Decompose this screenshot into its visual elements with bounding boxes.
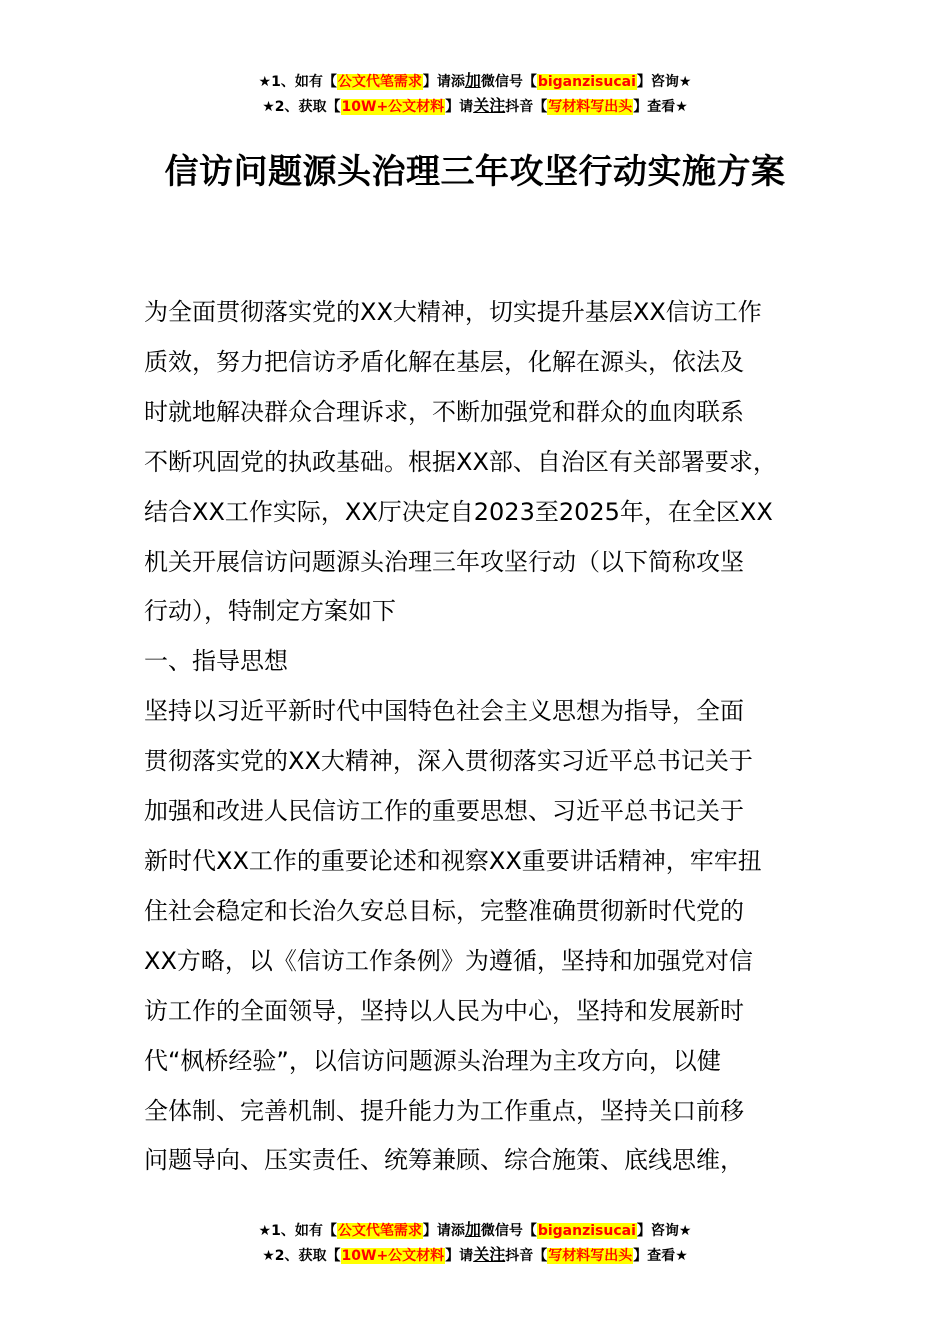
promo-highlight-service: 公文代笔需求: [337, 1223, 422, 1239]
body-line: 加强和改进人民信访工作的重要思想、习近平总书记关于: [144, 797, 744, 826]
promo-text: ★1、如有【: [258, 74, 337, 90]
document-body: [144, 288, 834, 1186]
promo-text: 抖音【: [505, 99, 548, 115]
body-line: 不断巩固党的执政基础。根据XX部、自治区有关部署要求，: [144, 447, 777, 476]
promo-line-2: [0, 94, 950, 119]
promo-text: ★2、获取【: [262, 99, 341, 115]
promo-emphasis: 关注: [473, 96, 506, 115]
promo-emphasis: 加: [464, 1220, 481, 1239]
promo-text: 】请添: [422, 74, 465, 90]
promo-text: 】请: [445, 99, 474, 115]
body-line: 坚持以习近平新时代中国特色社会主义思想为指导，全面: [144, 697, 744, 726]
promo-text: 】咨询★: [636, 1223, 692, 1239]
promo-highlight-douyin-account: 写材料写出头: [548, 99, 633, 115]
promo-highlight-douyin-account: 写材料写出头: [548, 1248, 633, 1264]
body-line: XX方略，以《信访工作条例》为遵循，坚持和加强党对信: [144, 946, 753, 975]
promo-line-2: [0, 1243, 950, 1268]
promo-line-1: [0, 69, 950, 94]
promo-line-1: [0, 1218, 950, 1243]
body-line: 行动），特制定方案如下: [144, 597, 396, 626]
document-title: 信访问题源头治理三年攻坚行动实施方案: [164, 152, 786, 192]
promo-highlight-wechat-id: biganzisucai: [537, 1223, 636, 1239]
body-line: 贯彻落实党的XX大精神，深入贯彻落实习近平总书记关于: [144, 747, 753, 776]
body-line: 新时代XX工作的重要论述和视察XX重要讲话精神，牢牢扭: [144, 846, 762, 875]
body-line: 问题导向、压实责任、统筹兼顾、综合施策、底线思维，: [144, 1146, 744, 1175]
body-line: 代“枫桥经验”，以信访问题源头治理为主攻方向，以健: [144, 1046, 721, 1075]
body-line: 全体制、完善机制、提升能力为工作重点，坚持关口前移: [144, 1096, 744, 1125]
body-line: 为全面贯彻落实党的XX大精神，切实提升基层XX信访工作: [144, 298, 762, 326]
promo-highlight-materials: 10W+公文材料: [341, 1248, 445, 1264]
promo-highlight-materials: 10W+公文材料: [341, 99, 445, 115]
promo-emphasis: 关注: [473, 1245, 506, 1264]
body-line: 时就地解决群众合理诉求，不断加强党和群众的血肉联系: [144, 397, 744, 426]
promo-footer: [0, 1218, 950, 1268]
promo-text: 】查看★: [633, 1248, 688, 1264]
section-heading: 一、指导思想: [144, 647, 288, 676]
promo-text: 微信号【: [480, 1223, 537, 1239]
promo-text: ★2、获取【: [262, 1248, 341, 1264]
body-line: 住社会稳定和长治久安总目标，完整准确贯彻新时代党的: [144, 896, 744, 925]
promo-text: 】查看★: [633, 99, 688, 115]
promo-highlight-wechat-id: biganzisucai: [537, 74, 636, 90]
promo-text: 】请: [445, 1248, 474, 1264]
promo-text: 】请添: [422, 1223, 465, 1239]
body-line: 结合XX工作实际，XX厅决定自2023至2025年，在全区XX: [144, 497, 773, 526]
promo-emphasis: 加: [464, 71, 481, 90]
body-line: 访工作的全面领导，坚持以人民为中心，坚持和发展新时: [144, 996, 744, 1025]
promo-text: 抖音【: [505, 1248, 548, 1264]
promo-header: [0, 69, 950, 119]
promo-text: 微信号【: [480, 74, 537, 90]
promo-text: ★1、如有【: [258, 1223, 337, 1239]
body-line: 质效，努力把信访矛盾化解在基层，化解在源头，依法及: [144, 347, 744, 376]
body-line: 机关开展信访问题源头治理三年攻坚行动（以下简称攻坚: [144, 547, 744, 576]
promo-highlight-service: 公文代笔需求: [337, 74, 422, 90]
promo-text: 】咨询★: [636, 74, 692, 90]
